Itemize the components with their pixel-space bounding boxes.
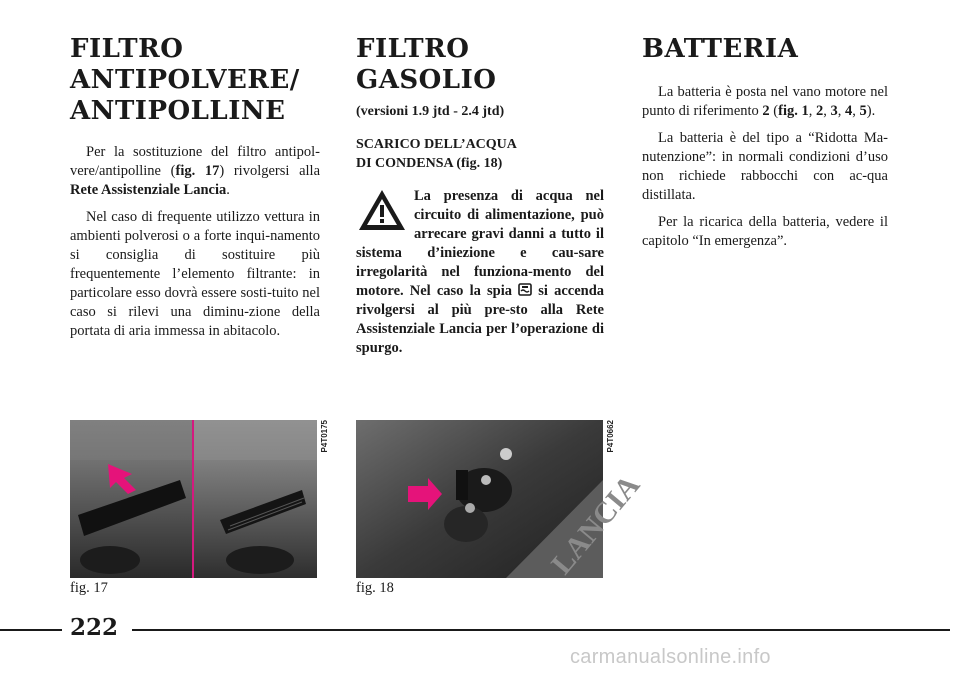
- fig17-code: P4T0175: [320, 420, 329, 453]
- footer-rule-left: [0, 629, 62, 631]
- fig-reference: 4: [844, 103, 853, 119]
- section-line-1: SCARICO DELL’ACQUA: [356, 137, 517, 152]
- column-filtro-gasolio: [356, 34, 604, 358]
- heading-filtro-gasolio: FILTRO GASOLIO: [356, 34, 497, 95]
- warning-text-b: si accenda rivolgersi al più pre-sto alla Rete Assistenziale Lancia per l’operazione di spurgo.: [356, 283, 605, 356]
- text-fragment: ,: [823, 103, 831, 119]
- text-fragment: ,: [837, 103, 845, 119]
- paragraph-utilizzo: Nel caso di frequente utilizzo vettura in ambienti polverosi o a forte inqui-namento si consiglia di sostituire più frequentemente l’elemento filtrante: in particolare esso dovrà essere sosti-tuito nel caso si rilevi una diminu-zione della portata di aria immessa in abitacolo.: [70, 209, 320, 339]
- paragraph-sostituzione: [70, 143, 320, 200]
- fig-reference: fig. 1: [778, 103, 809, 119]
- fig-reference: 3: [830, 103, 838, 119]
- text-fragment: ) rivolgersi alla: [219, 163, 321, 179]
- heading-line-2: ANTIPOLVERE/: [70, 65, 300, 95]
- column-filtro-antipolvere: [70, 34, 320, 341]
- warning-box: [356, 187, 604, 358]
- page-number: 222: [70, 614, 119, 641]
- water-in-fuel-indicator-icon: [518, 283, 532, 296]
- text-fragment: Per la sostituzione del filtro antipol-vere/antipolline (: [70, 144, 320, 179]
- text-fragment: ,: [852, 103, 860, 119]
- fig17-caption: fig. 17: [70, 580, 108, 596]
- text-fragment: ).: [866, 103, 876, 119]
- paragraph-posizione-batteria: [642, 83, 888, 121]
- versions-subtitle: (versioni 1.9 jtd - 2.4 jtd): [356, 104, 505, 119]
- fig-reference: fig. 17: [175, 163, 220, 179]
- paragraph-ricarica: Per la ricarica della batteria, vedere il capitolo “In emergenza”.: [642, 214, 888, 249]
- fig18-code: P4T0662: [606, 420, 615, 453]
- fig18-caption: fig. 18: [356, 580, 394, 596]
- heading-batteria: BATTERIA: [642, 34, 799, 64]
- section-line-2: DI CONDENSA (fig. 18): [356, 156, 503, 171]
- fig18-brand-text: LANCIA: [544, 468, 647, 581]
- fig-reference: 5: [859, 103, 867, 119]
- column-batteria: [642, 34, 888, 251]
- fig-reference: 2: [815, 103, 824, 119]
- footer-rule-right: [132, 629, 950, 631]
- warning-triangle-icon: [356, 187, 408, 233]
- heading-line-1: FILTRO: [70, 34, 184, 64]
- text-fragment: (: [769, 103, 779, 119]
- text-fragment: La batteria è posta nel vano motore nel punto di riferimento: [642, 84, 888, 119]
- fig17-illustration: [70, 420, 317, 578]
- paragraph-tipo-batteria: La batteria è del tipo a “Ridotta Ma-nutenzione”: in normali condizioni d’uso non richiede rabbocchi con ac-qua distillata.: [642, 130, 888, 203]
- watermark: carmanualsonline.info: [570, 646, 771, 668]
- ref-number: 2: [762, 103, 770, 119]
- heading-filtro-antipolvere: [70, 34, 320, 127]
- warning-text-a: La presenza di acqua nel circuito di alimentazione, può arrecare gravi danni a tutto il sistema d’iniezione e cau-sare irregolarità nel funziona-mento del motore. Nel caso la spia: [356, 188, 604, 299]
- text-fragment: ,: [808, 103, 816, 119]
- fig17-divider: [192, 420, 194, 578]
- heading-line-3: ANTIPOLLINE: [70, 96, 286, 126]
- text-fragment: .: [226, 182, 230, 198]
- section-title-scarico: [356, 135, 604, 173]
- rete-assistenziale: Rete Assistenziale Lancia: [70, 182, 227, 198]
- fig17-photo: [70, 420, 317, 578]
